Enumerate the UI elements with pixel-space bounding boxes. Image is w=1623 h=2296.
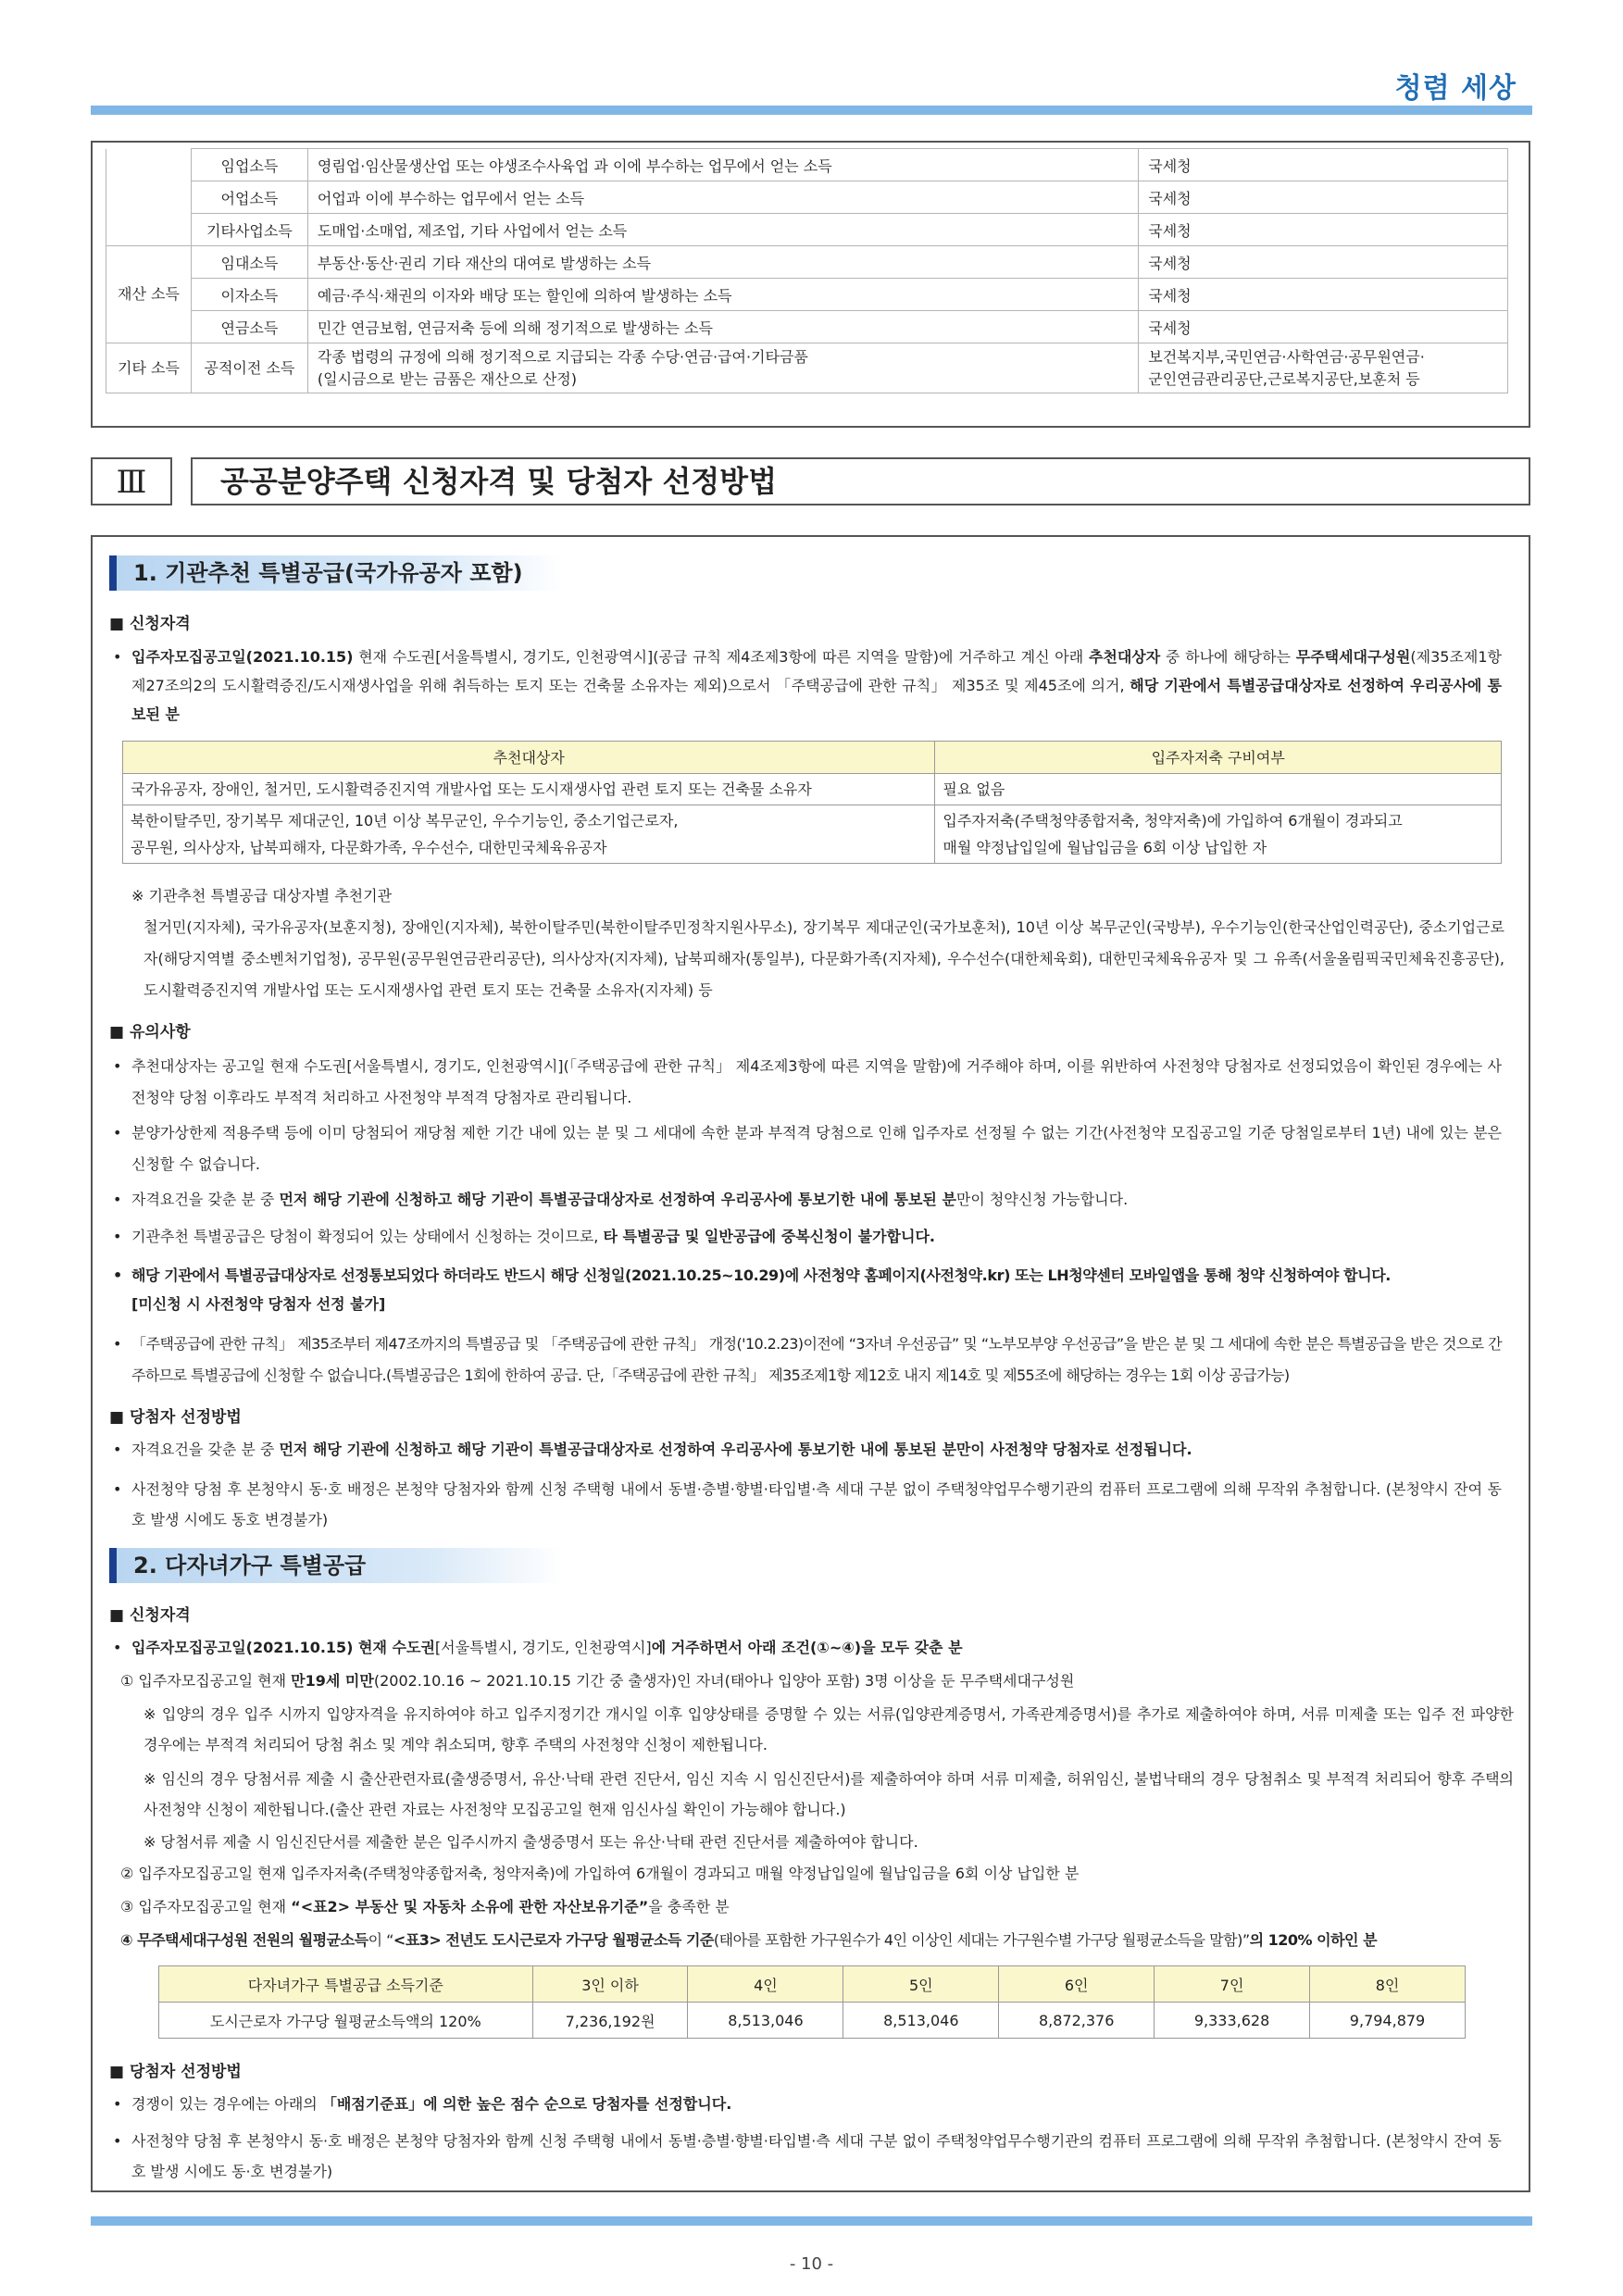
page-number: - 10 - bbox=[789, 2254, 834, 2274]
type-cell: 연금소득 bbox=[191, 311, 307, 343]
agency-cell bbox=[1139, 343, 1508, 393]
text-bold: 추천대상자 bbox=[1088, 648, 1161, 666]
text-bold: <표3> 전년도 도시근로자 가구당 월평균소득 기준 bbox=[393, 1931, 714, 1949]
table-row bbox=[159, 1966, 1466, 2003]
bottom-bar bbox=[91, 2216, 1532, 2226]
income-type-table bbox=[106, 148, 1508, 393]
agency-cell: 국세청 bbox=[1139, 279, 1508, 311]
text-bold: 해당 기관에서 특별공급대상자로 선정하여 우리공사에 통보된 분 bbox=[131, 677, 1503, 723]
text-bold: 타 특별공급 및 일반공급에 중복신청이 불가합니다. bbox=[603, 1228, 935, 1245]
text-bold: 먼저 해당 기관에 신청하고 해당 기관이 특별공급대상자로 선정하여 우리공사에 통보기한 내에 통보된 분만이 사전청약 당첨자로 선정됩니다. bbox=[279, 1441, 1192, 1458]
text: (태아를 포함한 가구원수가 4인 이상인 세대는 가구원수별 가구당 월평균소득을 말함)” bbox=[713, 1931, 1250, 1949]
text: ① 입주자모집공고일 현재 bbox=[120, 1672, 292, 1690]
select-item bbox=[113, 2126, 1502, 2187]
agency-line: 군인연금관리공단,근로복지공단,보훈처 등 bbox=[1148, 369, 1420, 388]
type-cell: 이자소득 bbox=[191, 279, 307, 311]
agency-note-text: 철거민(지자체), 국가유공자(보훈지청), 장애인(지자체), 북한이탈주민(북한이탈주민정착지원사무소), 장기복무 제대군인(국가보훈처), 10년 이상 복무군인(국방부), 우수기능인(한국산업인력공단), 중소기업근로자(해당지역별 중소벤처기업청), 공무원(공무원연금관리공단), 의사상자(지자체), 납북피해자(통일부), 다문화가족(지자체), 우수선수(대한체육회), 대한민국체육유공자 및 그 유족(서울올림픽국민체육진흥공단), 도시활력증진지역 개발사업 또는 도시재생사업 관련 토지 또는 건축물 소유자(지자체) 등 bbox=[144, 918, 1504, 999]
target-line: 공무원, 의사상자, 납북피해자, 다문화가족, 우수선수, 대한민국체육유공자 bbox=[131, 839, 607, 856]
header-cell: 5인 bbox=[843, 1966, 999, 2003]
bullet: • bbox=[113, 1228, 122, 1245]
text-bold: 의 120% 이하인 분 bbox=[1249, 1931, 1378, 1949]
part1-heading-text: 1. 기관추천 특별공급(국가유공자 포함) bbox=[133, 560, 523, 586]
text-bold: 「배점기준표」에 의한 높은 점수 순으로 당첨자를 선정합니다. bbox=[321, 2095, 732, 2113]
condition-3 bbox=[120, 1892, 1509, 1921]
part1-heading bbox=[109, 555, 563, 591]
section-3-header bbox=[91, 457, 1530, 509]
agency-cell: 국세청 bbox=[1139, 214, 1508, 246]
paragraph-text bbox=[131, 1222, 1502, 1251]
select-item bbox=[113, 1435, 1502, 1464]
caution-sub: [미신청 시 사전청약 당첨자 선정 불가] bbox=[131, 1295, 386, 1313]
target-cell bbox=[123, 805, 935, 864]
text: [서울특별시, 경기도, 인천광역시] bbox=[434, 1639, 652, 1656]
caution-item bbox=[113, 1261, 1502, 1290]
bullet: • bbox=[113, 648, 122, 666]
target-cell: 국가유공자, 장애인, 철거민, 도시활력증진지역 개발사업 또는 도시재생사업 관련 토지 또는 건축물 소유자 bbox=[123, 774, 935, 805]
text: (2002.10.16 ~ 2021.10.15 기간 중 출생자)인 자녀(태아나 입양아 포함) 3명 이상을 둔 무주택세대구성원 bbox=[373, 1672, 1075, 1690]
header-cell: 8인 bbox=[1310, 1966, 1466, 2003]
bullet: • bbox=[113, 1191, 122, 1208]
req-cell: 필요 없음 bbox=[935, 774, 1502, 805]
logo-text: 청렴 세상 bbox=[1394, 72, 1517, 105]
bullet: • bbox=[113, 1057, 122, 1075]
condition-1-note: ※ 당첨서류 제출 시 임신진단서를 제출한 분은 입주시까지 출생증명서 또는 유산·낙태 관련 진단서를 제출하여야 합니다. bbox=[144, 1833, 918, 1851]
paragraph-text: 사전청약 당첨 후 본청약시 동·호 배정은 본청약 당첨자와 함께 신청 주택형 내에서 동별·층별·향별·타입별·측 세대 구분 없이 주택청약업무수행기관의 컴퓨터 프로그램에 의해 무작위 추첨합니다. (본청약시 잔여 동호 발생 시에도 동·호 변경불가) bbox=[131, 2132, 1502, 2180]
row-label-cell: 도시근로자 가구당 월평균소득액의 120% bbox=[159, 2003, 533, 2039]
req-line: 입주자저축(주택청약종합저축, 청약저축)에 가입하여 6개월이 경과되고 bbox=[943, 812, 1403, 830]
agency-cell: 국세청 bbox=[1139, 311, 1508, 343]
paragraph-text: 「주택공급에 관한 규칙」 제35조부터 제47조까지의 특별공급 및 「주택공급에 관한 규칙」 개정('10.2.23)이전에 “3자녀 우선공급” 및 “노부모부양 우선공급”을 받은 분 및 그 세대에 속한 분은 특별공급을 받은 것으로 간주하므로 특별공급에 신청할 수 없습니다.(특별공급은 1회에 한하여 공급. 단,「주택공급에 관한 규칙」 제35조제1항 제12호 내지 제14호 및 제55조에 해당하는 경우는 1회 이상 공급가능) bbox=[131, 1335, 1502, 1384]
paragraph-text: 해당 기관에서 특별공급대상자로 선정통보되었다 하더라도 반드시 해당 신청일(2021.10.25~10.29)에 사전청약 홈페이지(사전청약.kr) 또는 LH청약센터 모바일앱을 통해 청약 신청하여야 합니다. bbox=[131, 1267, 1391, 1284]
part1-qual-text bbox=[113, 643, 1502, 729]
type-cell: 임업소득 bbox=[191, 149, 307, 181]
logo bbox=[1395, 65, 1517, 106]
caution-item bbox=[113, 1051, 1502, 1114]
text-bold: 먼저 해당 기관에 신청하고 해당 기관이 특별공급대상자로 선정하여 우리공사에 통보기한 내에 통보된 분 bbox=[279, 1191, 956, 1208]
agency-cell: 국세청 bbox=[1139, 149, 1508, 181]
part2-qual-title: ■ 신청자격 bbox=[109, 1606, 191, 1625]
text-bold: 무주택세대구성원 bbox=[1295, 648, 1411, 666]
paragraph-text bbox=[131, 1185, 1502, 1214]
text: 경쟁이 있는 경우에는 아래의 bbox=[131, 2095, 322, 2113]
table-row bbox=[106, 279, 1508, 311]
table-row bbox=[106, 246, 1508, 279]
text: (제35조제1항제27조의2의 도시활력증진/도시재생사업을 위해 취득하는 토지 또는 건축물 소유자는 제외)으로서 「주택공급에 관한 규칙」 제35조 및 제45조에 의거, bbox=[131, 648, 1502, 694]
table-row bbox=[123, 742, 1502, 774]
table-row bbox=[123, 805, 1502, 864]
table-row bbox=[106, 181, 1508, 214]
paragraph-text bbox=[131, 643, 1502, 729]
description-cell: 부동산·동산·권리 기타 재산의 대여로 발생하는 소득 bbox=[307, 246, 1138, 279]
condition-4 bbox=[120, 1926, 1509, 1954]
agency-cell: 국세청 bbox=[1139, 246, 1508, 279]
header-cell: 4인 bbox=[688, 1966, 843, 2003]
paragraph-text: 추천대상자는 공고일 현재 수도권[서울특별시, 경기도, 인천광역시](「주택공급에 관한 규칙」 제4조제3항에 따른 지역을 말함)에 거주해야 하며, 이를 위반하여 사전청약 당첨자로 선정되었음이 확인된 경우에는 사전청약 당첨 이후라도 부적격 처리하고 사전청약 부적격 당첨자로 관리됩니다. bbox=[131, 1057, 1502, 1106]
text: ③ 입주자모집공고일 현재 bbox=[120, 1898, 292, 1915]
bullet: • bbox=[113, 1480, 122, 1498]
condition-1-note: ※ 임신의 경우 당첨서류 제출 시 출산관련자료(출생증명서, 유산·낙태 관련 진단서, 임신 지속 시 임신진단서)를 제출하여야 하며 서류 미제출, 허위임신, 불법낙태의 경우 당첨취소 및 부적격 처리되어 향후 주택의 사전청약 신청이 제한됩니다.(출산 관련 자료는 사전청약 모집공고일 현재 임신사실 확인이 가능해야 합니다.) bbox=[144, 1770, 1514, 1818]
table-row bbox=[159, 2003, 1466, 2039]
text: 중 하나에 해당하는 bbox=[1160, 648, 1296, 666]
target-line: 북한이탈주민, 장기복무 제대군인, 10년 이상 복무군인, 우수기능인, 중소기업근로자, bbox=[131, 812, 679, 830]
header-cell: 다자녀가구 특별공급 소득기준 bbox=[159, 1966, 533, 2003]
bullet: • bbox=[113, 1124, 122, 1142]
table-row bbox=[106, 343, 1508, 393]
type-cell: 기타사업소득 bbox=[191, 214, 307, 246]
part2-heading bbox=[109, 1548, 563, 1583]
income-table-box bbox=[91, 141, 1530, 428]
bullet: • bbox=[113, 1267, 122, 1284]
part2-qual-text bbox=[113, 1633, 1502, 1662]
header-cell: 7인 bbox=[1155, 1966, 1310, 2003]
text-bold: 입주자모집공고일(2021.10.15) bbox=[131, 648, 354, 666]
part1-select-title: ■ 당첨자 선정방법 bbox=[109, 1408, 242, 1427]
agency-cell: 국세청 bbox=[1139, 181, 1508, 214]
description-line: 각종 법령의 규정에 의해 정기적으로 지급되는 각종 수당·연금·급여·기타금품 bbox=[317, 347, 808, 366]
text: 이 “ bbox=[368, 1931, 393, 1949]
req-line: 매월 약정납입일에 월납입금을 6회 이상 납입한 자 bbox=[943, 839, 1267, 856]
type-cell: 임대소득 bbox=[191, 246, 307, 279]
section-number: Ⅲ bbox=[91, 457, 172, 505]
description-cell: 예금·주식·채권의 이자와 배당 또는 할인에 의하여 발생하는 소득 bbox=[307, 279, 1138, 311]
category-cell: 재산 소득 bbox=[106, 246, 192, 343]
category-cell: 기타 소득 bbox=[106, 343, 192, 393]
description-cell: 도매업·소매업, 제조업, 기타 사업에서 얻는 소득 bbox=[307, 214, 1138, 246]
agency-line: 보건복지부,국민연금·사학연금·공무원연금· bbox=[1148, 347, 1425, 366]
bullet: • bbox=[113, 2132, 122, 2150]
recommend-table bbox=[122, 741, 1502, 864]
part2-select-title: ■ 당첨자 선정방법 bbox=[109, 2063, 242, 2081]
part1-caution-title: ■ 유의사항 bbox=[109, 1023, 191, 1042]
text: 기관추천 특별공급은 당첨이 확정되어 있는 상태에서 신청하는 것이므로, bbox=[131, 1228, 604, 1245]
description-cell bbox=[307, 343, 1138, 393]
paragraph-text bbox=[131, 2090, 1502, 2118]
text-bold: 만19세 미만 bbox=[291, 1672, 374, 1690]
header-cell: 추천대상자 bbox=[123, 742, 935, 774]
text: 을 충족한 분 bbox=[648, 1898, 730, 1915]
top-bar bbox=[91, 106, 1532, 115]
bullet: • bbox=[113, 1335, 121, 1353]
condition-1 bbox=[120, 1666, 1509, 1695]
bullet: • bbox=[113, 1441, 122, 1458]
value-cell: 8,872,376 bbox=[999, 2003, 1155, 2039]
part1-qual-title: ■ 신청자격 bbox=[109, 615, 191, 633]
value-cell: 8,513,046 bbox=[843, 2003, 999, 2039]
agency-note-title: ※ 기관추천 특별공급 대상자별 추천기관 bbox=[131, 887, 393, 905]
value-cell: 8,513,046 bbox=[688, 2003, 843, 2039]
header-cell: 입주자저축 구비여부 bbox=[935, 742, 1502, 774]
paragraph-text: 사전청약 당첨 후 본청약시 동·호 배정은 본청약 당첨자와 함께 신청 주택형 내에서 동별·층별·향별·타입별·측 세대 구분 없이 주택청약업무수행기관의 컴퓨터 프로그램에 의해 무작위 추첨합니다. (본청약시 잔여 동호 발생 시에도 동호 변경불가) bbox=[131, 1480, 1502, 1529]
condition-2: ② 입주자모집공고일 현재 입주자저축(주택청약종합저축, 청약저축)에 가입하여 6개월이 경과되고 매월 약정납입일에 월납입금을 6회 이상 납입한 분 bbox=[120, 1865, 1080, 1882]
description-cell: 영림업·임산물생산업 또는 야생조수사육업 과 이에 부수하는 업무에서 얻는 소득 bbox=[307, 149, 1138, 181]
description-cell: 민간 연금보험, 연금저축 등에 의해 정기적으로 발생하는 소득 bbox=[307, 311, 1138, 343]
caution-item bbox=[113, 1329, 1502, 1391]
paragraph-text bbox=[131, 1435, 1502, 1464]
part2-heading-text: 2. 다자녀가구 특별공급 bbox=[133, 1553, 367, 1578]
condition-1-note: ※ 입양의 경우 입주 시까지 입양자격을 유지하여야 하고 입주지정기간 개시일 이후 입양상태를 증명할 수 있는 서류(입양관계증명서, 가족관계증명서)를 추가로 제출하여야 하며, 서류 미제출 또는 입주 전 파양한 경우에는 부적격 처리되어 당첨 취소 및 계약 취소되며, 향후 주택의 사전청약 신청이 제한됩니다. bbox=[144, 1705, 1514, 1753]
text: 만이 청약신청 가능합니다. bbox=[955, 1191, 1129, 1208]
text-bold: “<표2> 부동산 및 자동차 소유에 관한 자산보유기준” bbox=[291, 1898, 649, 1915]
type-cell: 어업소득 bbox=[191, 181, 307, 214]
bullet: • bbox=[113, 2095, 122, 2113]
paragraph-text bbox=[131, 1633, 1502, 1662]
table-row bbox=[106, 311, 1508, 343]
description-cell: 어업과 이에 부수하는 업무에서 얻는 소득 bbox=[307, 181, 1138, 214]
req-cell bbox=[935, 805, 1502, 864]
table-row bbox=[123, 774, 1502, 805]
value-cell: 9,794,879 bbox=[1310, 2003, 1466, 2039]
value-cell: 7,236,192원 bbox=[532, 2003, 688, 2039]
caution-item bbox=[113, 1222, 1502, 1251]
table-row bbox=[106, 214, 1508, 246]
value-cell: 9,333,628 bbox=[1155, 2003, 1310, 2039]
bullet: • bbox=[113, 1639, 122, 1656]
caution-item bbox=[113, 1117, 1502, 1180]
type-cell: 공적이전 소득 bbox=[191, 343, 307, 393]
text-bold: ④ 무주택세대구성원 전원의 월평균소득 bbox=[120, 1931, 368, 1949]
header-cell: 3인 이하 bbox=[532, 1966, 688, 2003]
income-criteria-table bbox=[158, 1965, 1466, 2039]
category-cell bbox=[106, 149, 192, 246]
content-box bbox=[91, 535, 1530, 2192]
select-item bbox=[113, 1474, 1502, 1535]
text-bold: 에 거주하면서 아래 조건(①~④)을 모두 갖춘 분 bbox=[651, 1639, 963, 1656]
header-cell: 6인 bbox=[999, 1966, 1155, 2003]
caution-item bbox=[113, 1185, 1502, 1214]
select-item bbox=[113, 2090, 1502, 2118]
paragraph-text: 분양가상한제 적용주택 등에 이미 당첨되어 재당첨 제한 기간 내에 있는 분 및 그 세대에 속한 분과 부적격 당첨으로 인해 입주자로 선정될 수 없는 기간(사전청약 모집공고일 기준 당첨일로부터 1년) 내에 있는 분은 신청할 수 없습니다. bbox=[131, 1124, 1502, 1173]
text: 현재 수도권[서울특별시, 경기도, 인천광역시](공급 규칙 제4조제3항에 따른 지역을 말함)에 거주하고 계신 아래 bbox=[353, 648, 1089, 666]
text: 자격요건을 갖춘 분 중 bbox=[131, 1441, 280, 1458]
text-bold: 입주자모집공고일(2021.10.15) 현재 수도권 bbox=[131, 1639, 435, 1656]
section-title: 공공분양주택 신청자격 및 당첨자 선정방법 bbox=[191, 457, 1530, 505]
text: 자격요건을 갖춘 분 중 bbox=[131, 1191, 280, 1208]
description-line: (일시금으로 받는 금품은 재산으로 산정) bbox=[317, 369, 577, 388]
table-row bbox=[106, 149, 1508, 181]
